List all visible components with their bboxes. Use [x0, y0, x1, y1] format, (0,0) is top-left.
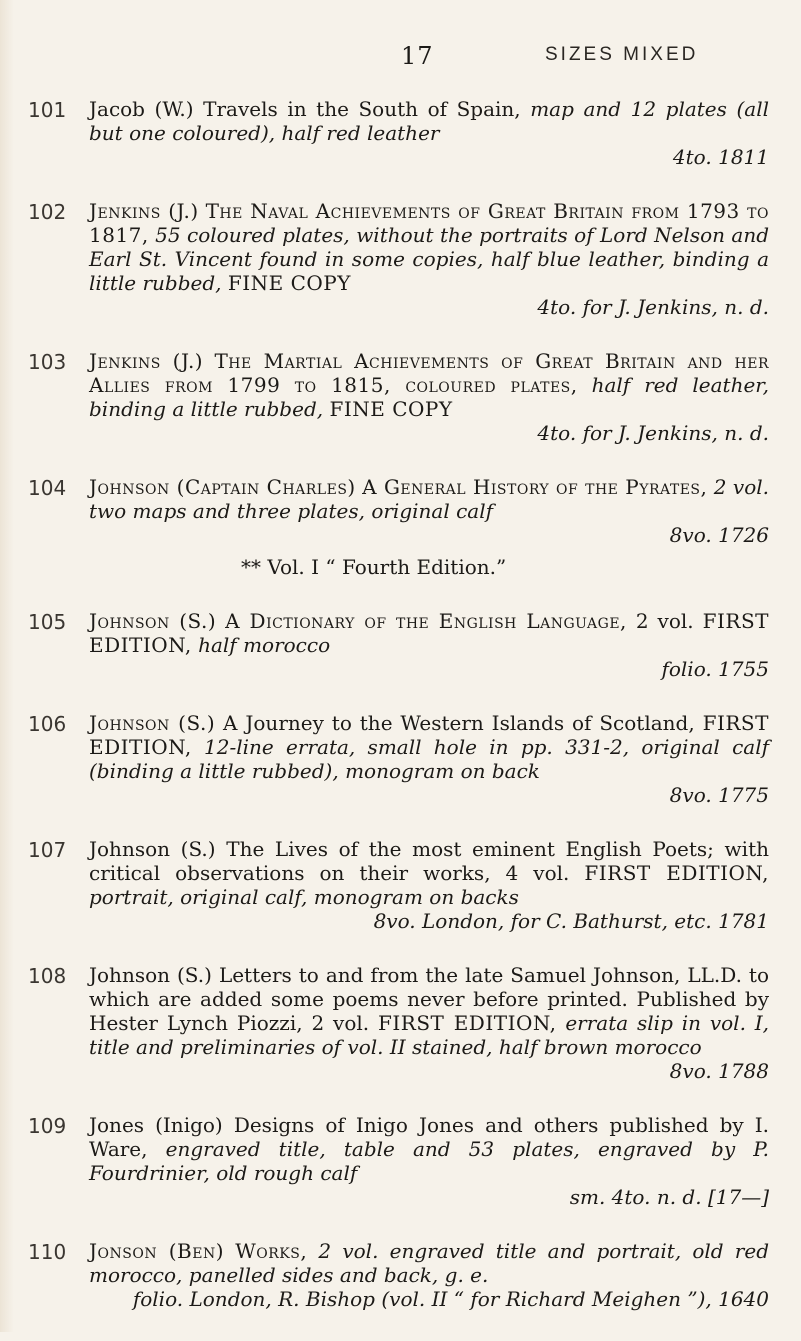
lot-author: Jones (Inigo): [89, 1113, 223, 1137]
lot-description: [89, 475, 769, 579]
lot-entry: [0, 349, 801, 445]
lot-binding: errata slip in vol. I, title and preliminaries of vol. II stained, half brown morocco: [89, 1011, 770, 1059]
lot-details: 4 vol.: [505, 861, 570, 885]
lot-title: A Dictionary of the English Language,: [225, 609, 627, 633]
lot-number: 107: [28, 838, 67, 862]
lot-title: Letters to and from the late Samuel Johnson, LL.D. to which are added some poems never before printed. Published by Hester Lynch Piozzi,: [89, 963, 769, 1035]
lot-description: [89, 711, 769, 807]
lot-imprint: folio. 1755: [661, 657, 769, 681]
lot-imprint: sm. 4to. n. d. [17—]: [569, 1185, 769, 1209]
lot-author: Jacob (W.): [89, 97, 194, 121]
lot-description: [89, 1113, 769, 1209]
lot-description: [89, 837, 769, 933]
lot-title: A Journey to the Western Islands of Scotland,: [223, 711, 695, 735]
lot-number: 108: [28, 964, 67, 988]
lot-author: Jenkins (J.): [89, 349, 204, 373]
page-header: [0, 42, 801, 72]
lot-author: Johnson (S.): [89, 711, 216, 735]
lot-title: The Naval Achievements of Great Britain from 1793 to 1817,: [89, 199, 769, 247]
lot-entry: [0, 837, 801, 933]
lot-list: [0, 97, 801, 1341]
lot-entry: [0, 97, 801, 169]
lot-imprint: 8vo. 1726: [669, 523, 769, 547]
lot-author: Jenkins (J.): [89, 199, 199, 223]
lot-edition: FIRST EDITION,: [584, 861, 769, 885]
running-head: SIZES MIXED: [545, 44, 699, 65]
lot-author: Jonson (Ben): [89, 1239, 225, 1263]
lot-details: 2 vol.: [635, 609, 694, 633]
lot-note: ** Vol. I “ Fourth Edition.”: [241, 555, 507, 579]
lot-details: 12-line errata, small hole in pp. 331-2, original calf (binding a little rubbed), monogram on back: [89, 735, 769, 783]
lot-number: 110: [28, 1240, 67, 1264]
lot-number: 103: [28, 350, 67, 374]
lot-edition: FIRST EDITION,: [89, 609, 770, 657]
lot-imprint: 8vo. 1775: [669, 783, 769, 807]
lot-imprint: 4to. for J. Jenkins, n. d.: [537, 421, 769, 445]
lot-condition: FINE COPY: [227, 271, 351, 295]
lot-condition: FINE COPY: [329, 397, 453, 421]
lot-imprint: 4to. 1811: [672, 145, 769, 169]
lot-number: 102: [28, 200, 67, 224]
lot-imprint: 8vo. 1788: [669, 1059, 769, 1083]
lot-entry: [0, 609, 801, 681]
lot-number: 101: [28, 98, 67, 122]
lot-author: Johnson (S.): [89, 837, 216, 861]
lot-number: 106: [28, 712, 67, 736]
lot-details: 2 vol. two maps and three plates, original calf: [89, 475, 769, 523]
lot-description: [89, 199, 769, 319]
lot-details: map and 12 plates (all but one coloured), half red leather: [89, 97, 769, 145]
lot-imprint: 8vo. London, for C. Bathurst, etc. 1781: [373, 909, 769, 933]
lot-binding: half morocco: [198, 633, 331, 657]
lot-number: 105: [28, 610, 67, 634]
lot-title: Travels in the South of Spain,: [203, 97, 521, 121]
lot-edition: FIRST EDITION,: [377, 1011, 557, 1035]
lot-entry: [0, 199, 801, 319]
lot-description: [89, 349, 769, 445]
lot-details: engraved title, table and 53 plates, engraved by P. Fourdrinier, old rough calf: [89, 1137, 770, 1185]
lot-imprint: folio. London, R. Bishop (vol. II “ for Richard Meighen ”), 1640: [132, 1287, 769, 1311]
lot-details: 2 vol.: [311, 1011, 370, 1035]
lot-number: 109: [28, 1114, 67, 1138]
lot-entry: [0, 475, 801, 579]
lot-imprint: 4to. for J. Jenkins, n. d.: [537, 295, 769, 319]
lot-description: [89, 609, 769, 681]
lot-title: Works,: [235, 1239, 308, 1263]
page-number: 17: [401, 42, 434, 70]
lot-description: [89, 97, 769, 169]
lot-details: 2 vol. engraved title and portrait, old red morocco, panelled sides and back, g. e.: [89, 1239, 770, 1287]
lot-entry: [0, 963, 801, 1083]
lot-title: The Lives of the most eminent English Poets; with critical observations on their works,: [89, 837, 769, 885]
lot-author: Johnson (S.): [89, 609, 217, 633]
lot-description: [89, 1239, 769, 1311]
lot-binding: portrait, original calf, monogram on backs: [89, 885, 519, 909]
lot-entry: [0, 1113, 801, 1209]
lot-details: half red leather, binding a little rubbed,: [89, 373, 770, 421]
lot-details: 55 coloured plates, without the portraits of Lord Nelson and Earl St. Vincent found in some copies, half blue leather, binding a little rubbed,: [89, 223, 770, 295]
lot-title: The Martial Achievements of Great Britain and her Allies from 1799 to 1815, coloured plates,: [89, 349, 769, 397]
lot-number: 104: [28, 476, 67, 500]
lot-author: Johnson (Captain Charles): [89, 475, 356, 499]
lot-edition: FIRST EDITION,: [89, 711, 769, 759]
lot-description: [89, 963, 769, 1083]
lot-author: Johnson (S.): [89, 963, 212, 987]
lot-entry: [0, 711, 801, 807]
lot-entry: [0, 1239, 801, 1311]
lot-title: Designs of Inigo Jones and others published by I. Ware,: [89, 1113, 769, 1161]
lot-title: A General History of the Pyrates,: [362, 475, 708, 499]
